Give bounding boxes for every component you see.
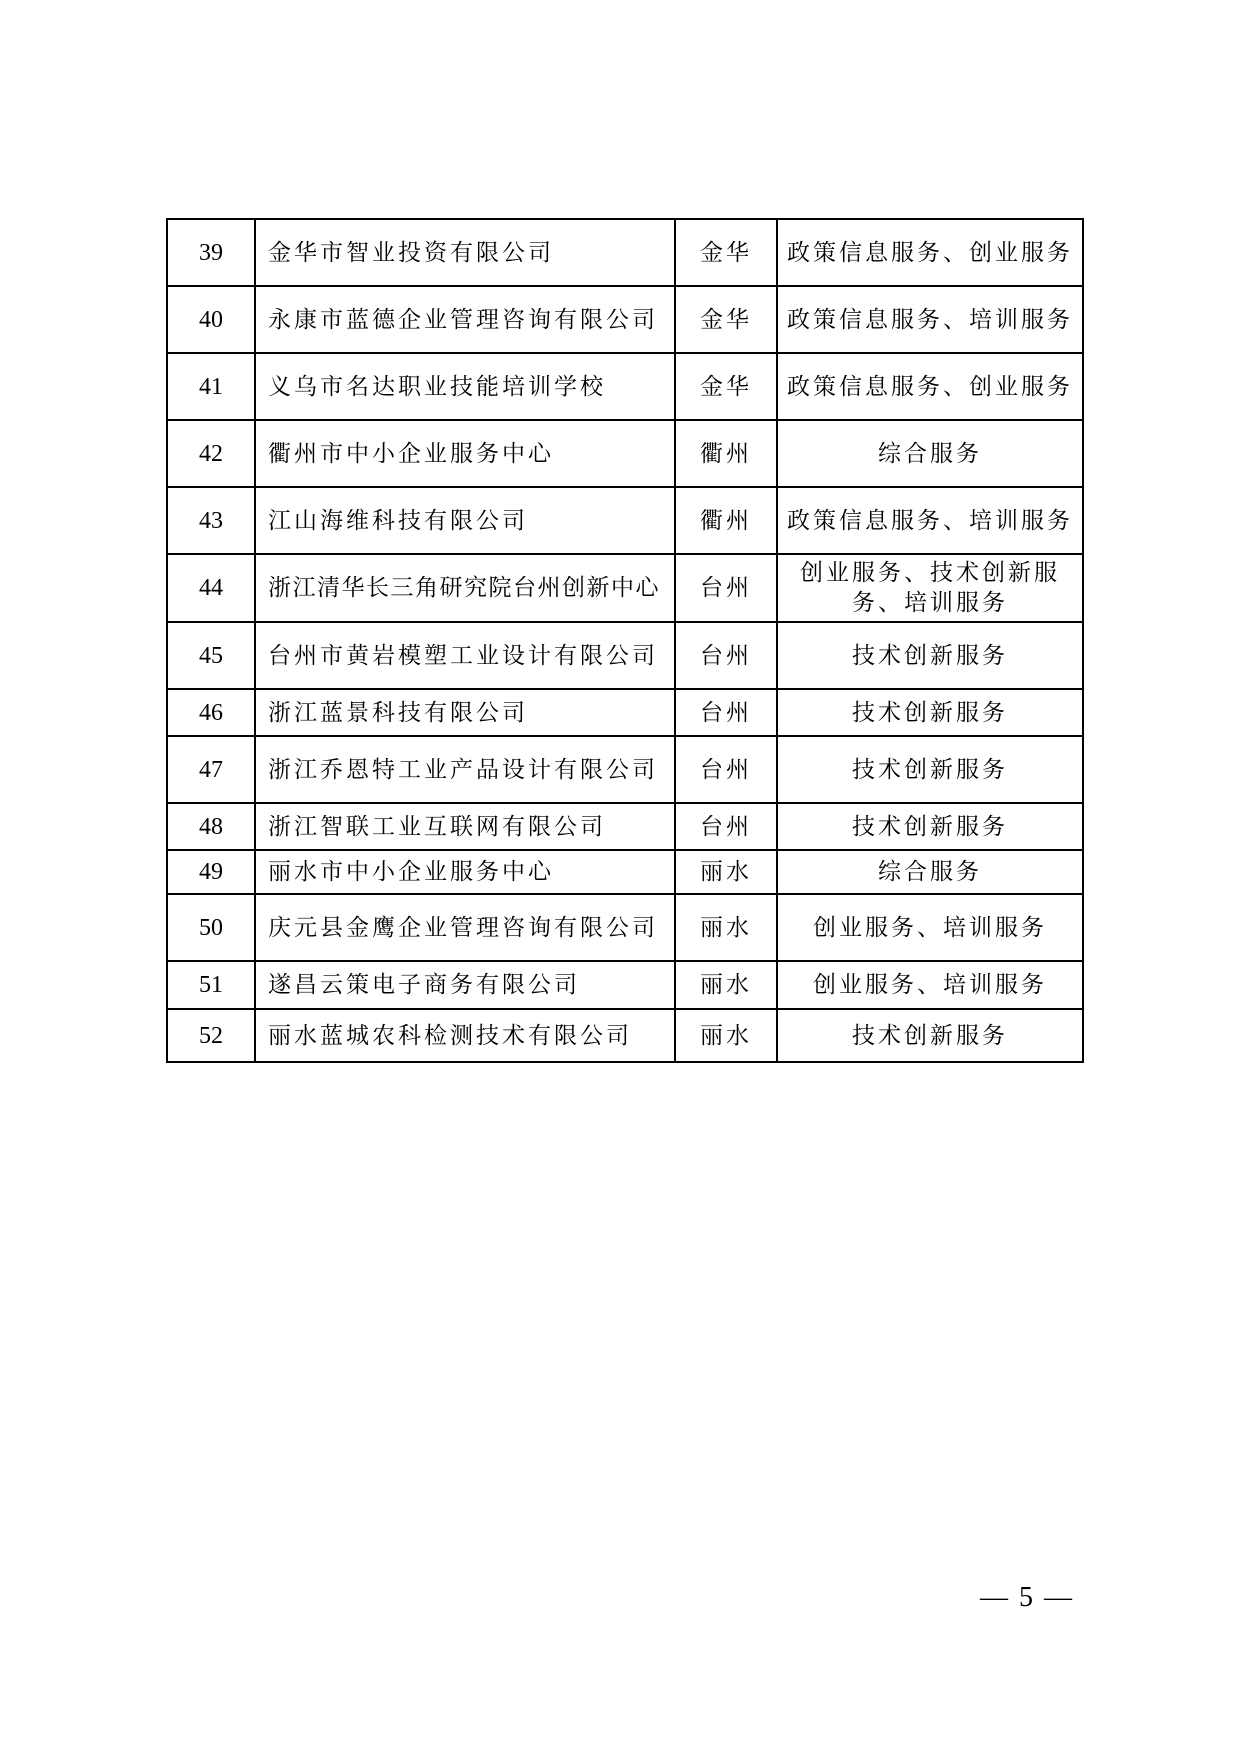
service-type: 技术创新服务 xyxy=(777,803,1083,850)
region: 台州 xyxy=(675,736,777,803)
region: 衢州 xyxy=(675,420,777,487)
row-number: 46 xyxy=(167,689,255,736)
service-type: 政策信息服务、培训服务 xyxy=(777,286,1083,353)
region: 丽水 xyxy=(675,961,777,1009)
row-number: 49 xyxy=(167,850,255,894)
table-row xyxy=(167,219,1083,286)
region: 金华 xyxy=(675,353,777,420)
service-type: 政策信息服务、创业服务 xyxy=(777,219,1083,286)
organization-name: 金华市智业投资有限公司 xyxy=(255,219,675,286)
organization-name: 浙江清华长三角研究院台州创新中心 xyxy=(255,554,675,622)
table-row xyxy=(167,353,1083,420)
table-row xyxy=(167,894,1083,961)
region: 丽水 xyxy=(675,894,777,961)
service-type: 创业服务、培训服务 xyxy=(777,894,1083,961)
organization-name: 衢州市中小企业服务中心 xyxy=(255,420,675,487)
organization-name: 江山海维科技有限公司 xyxy=(255,487,675,554)
organization-name: 庆元县金鹰企业管理咨询有限公司 xyxy=(255,894,675,961)
service-agency-table xyxy=(166,218,1084,1063)
row-number: 45 xyxy=(167,622,255,689)
row-number: 43 xyxy=(167,487,255,554)
organization-name: 永康市蓝德企业管理咨询有限公司 xyxy=(255,286,675,353)
service-type: 创业服务、培训服务 xyxy=(777,961,1083,1009)
table-row xyxy=(167,1009,1083,1062)
table-row xyxy=(167,736,1083,803)
row-number: 51 xyxy=(167,961,255,1009)
table-row xyxy=(167,961,1083,1009)
region: 台州 xyxy=(675,622,777,689)
service-type: 创业服务、技术创新服务、培训服务 xyxy=(777,554,1083,622)
organization-name: 浙江智联工业互联网有限公司 xyxy=(255,803,675,850)
table-row xyxy=(167,689,1083,736)
region: 台州 xyxy=(675,803,777,850)
service-type: 综合服务 xyxy=(777,420,1083,487)
region: 金华 xyxy=(675,219,777,286)
table-row xyxy=(167,803,1083,850)
row-number: 47 xyxy=(167,736,255,803)
service-type: 技术创新服务 xyxy=(777,1009,1083,1062)
service-type: 政策信息服务、培训服务 xyxy=(777,487,1083,554)
row-number: 42 xyxy=(167,420,255,487)
region: 衢州 xyxy=(675,487,777,554)
organization-name: 遂昌云策电子商务有限公司 xyxy=(255,961,675,1009)
table-row xyxy=(167,286,1083,353)
region: 台州 xyxy=(675,689,777,736)
region: 丽水 xyxy=(675,1009,777,1062)
service-type: 综合服务 xyxy=(777,850,1083,894)
organization-name: 台州市黄岩模塑工业设计有限公司 xyxy=(255,622,675,689)
service-type: 政策信息服务、创业服务 xyxy=(777,353,1083,420)
organization-name: 丽水市中小企业服务中心 xyxy=(255,850,675,894)
table-row xyxy=(167,622,1083,689)
table-row xyxy=(167,850,1083,894)
row-number: 48 xyxy=(167,803,255,850)
table-row xyxy=(167,554,1083,622)
table-row xyxy=(167,420,1083,487)
region: 金华 xyxy=(675,286,777,353)
organization-name: 浙江蓝景科技有限公司 xyxy=(255,689,675,736)
page-number: — 5 — xyxy=(980,1582,1074,1613)
region: 台州 xyxy=(675,554,777,622)
row-number: 41 xyxy=(167,353,255,420)
region: 丽水 xyxy=(675,850,777,894)
service-type: 技术创新服务 xyxy=(777,689,1083,736)
row-number: 50 xyxy=(167,894,255,961)
organization-name: 丽水蓝城农科检测技术有限公司 xyxy=(255,1009,675,1062)
row-number: 52 xyxy=(167,1009,255,1062)
organization-name: 义乌市名达职业技能培训学校 xyxy=(255,353,675,420)
row-number: 40 xyxy=(167,286,255,353)
organization-name: 浙江乔恩特工业产品设计有限公司 xyxy=(255,736,675,803)
row-number: 44 xyxy=(167,554,255,622)
row-number: 39 xyxy=(167,219,255,286)
service-type: 技术创新服务 xyxy=(777,622,1083,689)
table-row xyxy=(167,487,1083,554)
service-type: 技术创新服务 xyxy=(777,736,1083,803)
